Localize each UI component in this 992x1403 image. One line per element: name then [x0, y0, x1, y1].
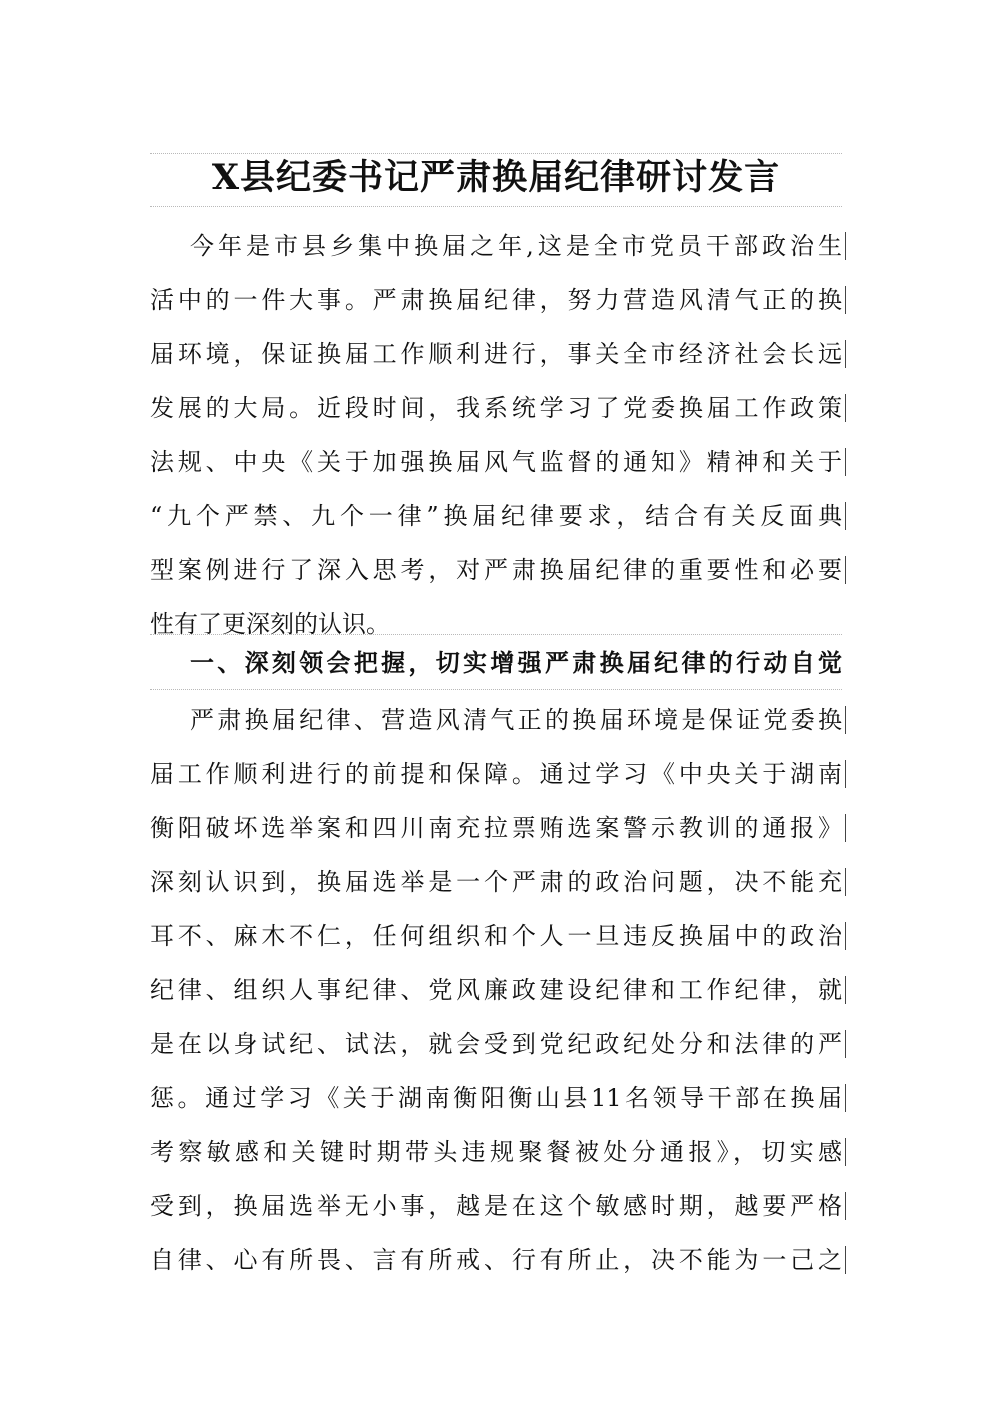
line-end-mark — [845, 1246, 846, 1274]
line-end-mark — [845, 706, 846, 734]
paragraph-line: “九个严禁、九个一律”换届纪律要求，结合有关反面典 — [150, 502, 842, 530]
paragraph-line: 型案例进行了深入思考，对严肃换届纪律的重要性和必要 — [150, 556, 842, 584]
paragraph-line: 活中的一件大事。严肃换届纪律，努力营造风清气正的换 — [150, 286, 842, 314]
line-end-mark — [845, 286, 846, 314]
paragraph-line: 严肃换届纪律、营造风清气正的换届环境是保证党委换 — [190, 706, 842, 734]
line-end-mark — [845, 760, 846, 788]
paragraph-line: 发展的大局。近段时间，我系统学习了党委换届工作政策 — [150, 394, 842, 422]
line-end-mark — [845, 394, 846, 422]
line-end-mark — [845, 232, 846, 260]
paragraph-line: 考察敏感和关键时期带头违规聚餐被处分通报》，切实感 — [150, 1138, 842, 1166]
paragraph-line: 受到，换届选举无小事，越是在这个敏感时期，越要严格 — [150, 1192, 842, 1220]
paragraph-line: 届工作顺利进行的前提和保障。通过学习《中央关于湖南 — [150, 760, 842, 788]
line-end-mark — [845, 448, 846, 476]
paragraph-line: 耳不、麻木不仁，任何组织和个人一旦违反换届中的政治 — [150, 922, 842, 950]
document-title: X县纪委书记严肃换届纪律研讨发言 — [211, 157, 781, 198]
line-end-mark — [845, 1192, 846, 1220]
paragraph-line: 届环境，保证换届工作顺利进行，事关全市经济社会长远 — [150, 340, 842, 368]
paragraph-line: 性有了更深刻的认识。 — [150, 610, 390, 638]
heading-top-rule — [150, 634, 842, 635]
line-end-mark — [845, 556, 846, 584]
section-heading: 一、深刻领会把握，切实增强严肃换届纪律的行动自觉 — [190, 648, 842, 677]
paragraph-line: 纪律、组织人事纪律、党风廉政建设纪律和工作纪律，就 — [150, 976, 842, 1004]
line-end-mark — [845, 868, 846, 896]
line-end-mark — [845, 340, 846, 368]
line-end-mark — [845, 976, 846, 1004]
line-end-mark — [845, 502, 846, 530]
paragraph-line: 惩。通过学习《关于湖南衡阳衡山县11名领导干部在换届 — [150, 1084, 842, 1112]
paragraph-line: 自律、心有所畏、言有所戒、行有所止，决不能为一己之 — [150, 1246, 842, 1274]
line-end-mark — [845, 1084, 846, 1112]
line-end-mark — [845, 814, 846, 842]
line-end-mark — [845, 922, 846, 950]
paragraph-line: 法规、中央《关于加强换届风气监督的通知》精神和关于 — [150, 448, 842, 476]
line-end-mark — [845, 1138, 846, 1166]
paragraph-line: 今年是市县乡集中换届之年,这是全市党员干部政治生 — [190, 232, 842, 260]
paragraph-line: 深刻认识到，换届选举是一个严肃的政治问题，决不能充 — [150, 868, 842, 896]
heading-bottom-rule — [150, 689, 842, 690]
paragraph-line: 是在以身试纪、试法，就会受到党纪政纪处分和法律的严 — [150, 1030, 842, 1058]
line-end-mark — [845, 1030, 846, 1058]
title-bottom-rule — [150, 206, 842, 207]
paragraph-line: 衡阳破坏选举案和四川南充拉票贿选案警示教训的通报》 — [150, 814, 842, 842]
